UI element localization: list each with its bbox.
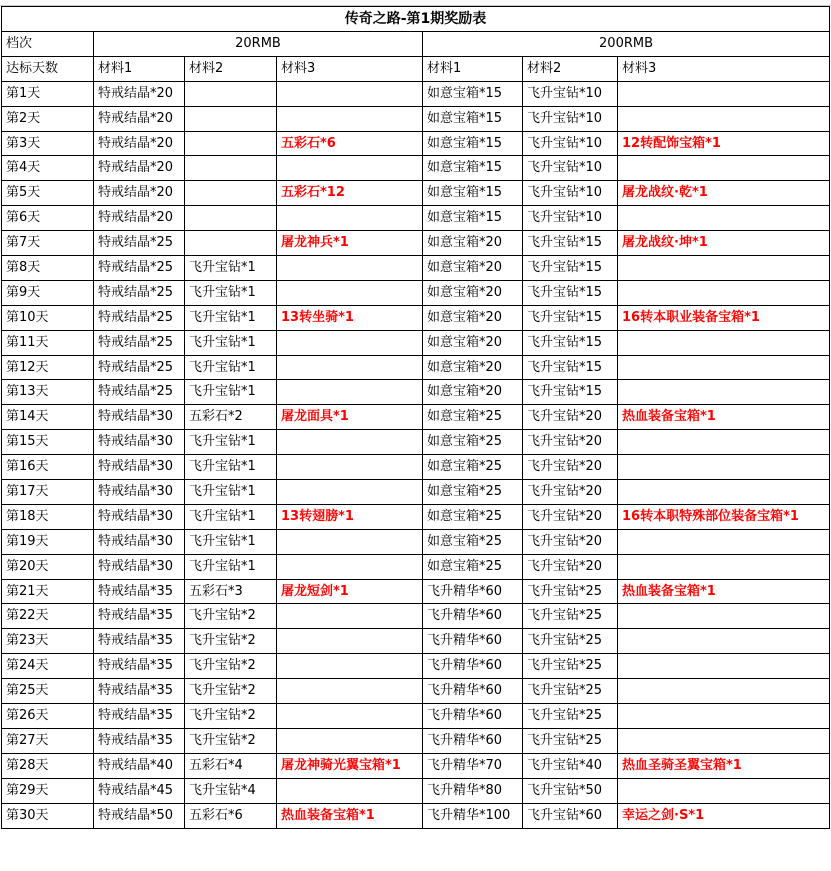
day-cell[interactable]: 第8天: [2, 256, 94, 281]
reward-cell[interactable]: 特戒结晶*25: [94, 231, 185, 256]
reward-cell[interactable]: 特戒结晶*20: [94, 81, 185, 106]
reward-cell[interactable]: [618, 455, 830, 480]
day-cell[interactable]: 第5天: [2, 181, 94, 206]
reward-cell[interactable]: 如意宝箱*15: [423, 81, 523, 106]
table-title[interactable]: 传奇之路-第1期奖励表: [2, 7, 830, 32]
table-row: [2, 206, 830, 231]
reward-cell[interactable]: 飞升宝钻*2: [185, 654, 277, 679]
reward-cell[interactable]: 特戒结晶*35: [94, 679, 185, 704]
reward-cell[interactable]: 特戒结晶*25: [94, 330, 185, 355]
reward-cell[interactable]: 特戒结晶*35: [94, 654, 185, 679]
reward-cell[interactable]: [618, 330, 830, 355]
table-row: [2, 305, 830, 330]
reward-cell[interactable]: 特戒结晶*35: [94, 629, 185, 654]
reward-cell[interactable]: [185, 131, 277, 156]
reward-cell[interactable]: 飞升宝钻*15: [523, 305, 618, 330]
day-cell[interactable]: 第30天: [2, 803, 94, 828]
day-cell[interactable]: 第21天: [2, 579, 94, 604]
table-row: [2, 380, 830, 405]
reward-cell[interactable]: 特戒结晶*30: [94, 430, 185, 455]
reward-cell[interactable]: 特戒结晶*25: [94, 305, 185, 330]
reward-cell[interactable]: 特戒结晶*20: [94, 181, 185, 206]
reward-cell[interactable]: [277, 604, 423, 629]
reward-cell[interactable]: [618, 704, 830, 729]
reward-cell[interactable]: [618, 654, 830, 679]
reward-cell[interactable]: 飞升宝钻*1: [185, 529, 277, 554]
reward-cell[interactable]: 飞升宝钻*10: [523, 206, 618, 231]
reward-cell[interactable]: 飞升宝钻*10: [523, 156, 618, 181]
reward-cell[interactable]: [277, 430, 423, 455]
table-row: [2, 81, 830, 106]
reward-cell[interactable]: 如意宝箱*15: [423, 206, 523, 231]
reward-cell[interactable]: 如意宝箱*15: [423, 156, 523, 181]
reward-cell[interactable]: 特戒结晶*25: [94, 280, 185, 305]
reward-cell[interactable]: 特戒结晶*25: [94, 380, 185, 405]
reward-cell[interactable]: 飞升宝钻*25: [523, 579, 618, 604]
reward-cell[interactable]: 特戒结晶*30: [94, 455, 185, 480]
day-cell[interactable]: 第6天: [2, 206, 94, 231]
reward-cell[interactable]: [277, 81, 423, 106]
day-cell[interactable]: 第7天: [2, 231, 94, 256]
reward-cell[interactable]: [618, 629, 830, 654]
reward-cell[interactable]: 如意宝箱*20: [423, 355, 523, 380]
reward-cell[interactable]: 飞升精华*60: [423, 604, 523, 629]
reward-cell[interactable]: 飞升宝钻*60: [523, 803, 618, 828]
reward-cell[interactable]: [618, 81, 830, 106]
reward-cell[interactable]: [618, 529, 830, 554]
table-row: [2, 753, 830, 778]
table-row: [2, 679, 830, 704]
day-cell[interactable]: 第1天: [2, 81, 94, 106]
table-row: [2, 355, 830, 380]
tier-label-cell[interactable]: 档次: [2, 32, 94, 57]
table-row: [2, 455, 830, 480]
table-row: [2, 256, 830, 281]
reward-cell[interactable]: 屠龙战纹·坤*1: [618, 231, 830, 256]
reward-cell[interactable]: 屠龙战纹·乾*1: [618, 181, 830, 206]
reward-cell[interactable]: 如意宝箱*25: [423, 504, 523, 529]
reward-cell[interactable]: [185, 181, 277, 206]
reward-cell[interactable]: 飞升宝钻*10: [523, 131, 618, 156]
reward-cell[interactable]: 五彩石*12: [277, 181, 423, 206]
reward-cell[interactable]: 特戒结晶*20: [94, 156, 185, 181]
reward-cell[interactable]: 飞升宝钻*25: [523, 604, 618, 629]
reward-cell[interactable]: 飞升宝钻*1: [185, 280, 277, 305]
reward-cell[interactable]: [618, 430, 830, 455]
reward-cell[interactable]: 如意宝箱*20: [423, 330, 523, 355]
day-cell[interactable]: 第11天: [2, 330, 94, 355]
table-row: [2, 106, 830, 131]
reward-cell[interactable]: 13转翅膀*1: [277, 504, 423, 529]
day-cell[interactable]: 第29天: [2, 778, 94, 803]
day-cell[interactable]: 第20天: [2, 554, 94, 579]
reward-cell[interactable]: 飞升宝钻*1: [185, 256, 277, 281]
table-row: [2, 803, 830, 828]
reward-cell[interactable]: 飞升宝钻*2: [185, 629, 277, 654]
reward-cell[interactable]: 屠龙短剑*1: [277, 579, 423, 604]
reward-cell[interactable]: 如意宝箱*20: [423, 380, 523, 405]
reward-cell[interactable]: [277, 654, 423, 679]
reward-cell[interactable]: 飞升宝钻*20: [523, 529, 618, 554]
reward-cell[interactable]: [185, 206, 277, 231]
day-cell[interactable]: 第10天: [2, 305, 94, 330]
reward-cell[interactable]: 屠龙面具*1: [277, 405, 423, 430]
col-header-cell[interactable]: 材料1: [423, 56, 523, 81]
table-row: [2, 156, 830, 181]
reward-cell[interactable]: 飞升宝钻*25: [523, 679, 618, 704]
reward-cell[interactable]: 如意宝箱*15: [423, 181, 523, 206]
reward-cell[interactable]: [277, 704, 423, 729]
reward-cell[interactable]: 飞升宝钻*15: [523, 256, 618, 281]
col-header-cell[interactable]: 材料3: [618, 56, 830, 81]
reward-cell[interactable]: [618, 156, 830, 181]
reward-cell[interactable]: 幸运之剑·S*1: [618, 803, 830, 828]
day-cell[interactable]: 第13天: [2, 380, 94, 405]
table-row: [2, 504, 830, 529]
reward-cell[interactable]: 五彩石*2: [185, 405, 277, 430]
reward-cell[interactable]: 飞升精华*60: [423, 629, 523, 654]
reward-cell[interactable]: 飞升精华*60: [423, 579, 523, 604]
day-cell[interactable]: 第2天: [2, 106, 94, 131]
reward-cell[interactable]: 如意宝箱*20: [423, 231, 523, 256]
reward-cell[interactable]: [618, 380, 830, 405]
tier-200rmb-header[interactable]: 200RMB: [423, 32, 830, 57]
reward-cell[interactable]: 飞升宝钻*25: [523, 629, 618, 654]
reward-cell[interactable]: 特戒结晶*20: [94, 131, 185, 156]
reward-cell[interactable]: 特戒结晶*45: [94, 778, 185, 803]
reward-cell[interactable]: 如意宝箱*25: [423, 554, 523, 579]
table-row: [2, 704, 830, 729]
reward-cell[interactable]: 特戒结晶*35: [94, 579, 185, 604]
table-row: [2, 604, 830, 629]
reward-cell[interactable]: 飞升宝钻*1: [185, 554, 277, 579]
reward-cell[interactable]: [277, 330, 423, 355]
reward-cell[interactable]: 飞升宝钻*40: [523, 753, 618, 778]
reward-cell[interactable]: 飞升宝钻*20: [523, 430, 618, 455]
reward-cell[interactable]: 如意宝箱*25: [423, 455, 523, 480]
reward-cell[interactable]: 16转本职业装备宝箱*1: [618, 305, 830, 330]
reward-cell[interactable]: 屠龙神骑光翼宝箱*1: [277, 753, 423, 778]
table-row: [2, 131, 830, 156]
reward-cell[interactable]: 特戒结晶*30: [94, 554, 185, 579]
reward-cell[interactable]: 飞升宝钻*1: [185, 380, 277, 405]
reward-cell[interactable]: 特戒结晶*30: [94, 480, 185, 505]
reward-cell[interactable]: 飞升精华*60: [423, 704, 523, 729]
reward-cell[interactable]: [618, 280, 830, 305]
reward-cell[interactable]: 飞升宝钻*1: [185, 355, 277, 380]
reward-cell[interactable]: [277, 106, 423, 131]
reward-cell[interactable]: 飞升精华*100: [423, 803, 523, 828]
reward-cell[interactable]: 特戒结晶*20: [94, 206, 185, 231]
reward-cell[interactable]: [277, 206, 423, 231]
table-row: [2, 480, 830, 505]
day-cell[interactable]: 第9天: [2, 280, 94, 305]
reward-cell[interactable]: [618, 728, 830, 753]
day-cell[interactable]: 第18天: [2, 504, 94, 529]
reward-cell[interactable]: 如意宝箱*20: [423, 280, 523, 305]
reward-cell[interactable]: 飞升宝钻*1: [185, 305, 277, 330]
reward-cell[interactable]: [277, 629, 423, 654]
table-row: [2, 728, 830, 753]
col-header-cell[interactable]: 材料2: [185, 56, 277, 81]
reward-cell[interactable]: 飞升宝钻*25: [523, 704, 618, 729]
table-row: [2, 554, 830, 579]
day-cell[interactable]: 第24天: [2, 654, 94, 679]
table-row: [2, 778, 830, 803]
reward-cell[interactable]: 飞升宝钻*10: [523, 181, 618, 206]
reward-cell[interactable]: [185, 156, 277, 181]
reward-cell[interactable]: 如意宝箱*15: [423, 106, 523, 131]
days-label-cell[interactable]: 达标天数: [2, 56, 94, 81]
reward-cell[interactable]: 如意宝箱*25: [423, 480, 523, 505]
reward-cell[interactable]: 飞升宝钻*20: [523, 455, 618, 480]
reward-cell[interactable]: 特戒结晶*25: [94, 256, 185, 281]
reward-cell[interactable]: 如意宝箱*25: [423, 405, 523, 430]
table-row: [2, 529, 830, 554]
reward-cell[interactable]: [618, 604, 830, 629]
reward-cell[interactable]: 飞升宝钻*25: [523, 654, 618, 679]
reward-cell[interactable]: 飞升精华*80: [423, 778, 523, 803]
reward-cell[interactable]: 飞升宝钻*2: [185, 604, 277, 629]
reward-cell[interactable]: 五彩石*6: [277, 131, 423, 156]
reward-cell[interactable]: [277, 256, 423, 281]
day-cell[interactable]: 第4天: [2, 156, 94, 181]
reward-cell[interactable]: 特戒结晶*35: [94, 728, 185, 753]
reward-cell[interactable]: 如意宝箱*20: [423, 256, 523, 281]
reward-cell[interactable]: [618, 206, 830, 231]
reward-cell[interactable]: 飞升宝钻*15: [523, 355, 618, 380]
col-header-cell[interactable]: 材料2: [523, 56, 618, 81]
reward-cell[interactable]: 如意宝箱*25: [423, 529, 523, 554]
reward-cell[interactable]: 五彩石*3: [185, 579, 277, 604]
reward-cell[interactable]: [277, 455, 423, 480]
reward-cell[interactable]: [185, 81, 277, 106]
reward-cell[interactable]: 飞升宝钻*1: [185, 504, 277, 529]
reward-cell[interactable]: 特戒结晶*35: [94, 704, 185, 729]
reward-cell[interactable]: 如意宝箱*15: [423, 131, 523, 156]
reward-cell[interactable]: 特戒结晶*35: [94, 604, 185, 629]
reward-cell[interactable]: [618, 778, 830, 803]
day-cell[interactable]: 第25天: [2, 679, 94, 704]
reward-cell[interactable]: 特戒结晶*30: [94, 504, 185, 529]
day-cell[interactable]: 第3天: [2, 131, 94, 156]
reward-cell[interactable]: 飞升宝钻*50: [523, 778, 618, 803]
reward-cell[interactable]: [618, 256, 830, 281]
reward-cell[interactable]: 16转本职特殊部位装备宝箱*1: [618, 504, 830, 529]
reward-cell[interactable]: 特戒结晶*30: [94, 405, 185, 430]
tier-20rmb-header[interactable]: 20RMB: [94, 32, 423, 57]
reward-cell[interactable]: 如意宝箱*25: [423, 430, 523, 455]
table-row: [2, 654, 830, 679]
reward-cell[interactable]: 飞升精华*60: [423, 654, 523, 679]
reward-cell[interactable]: 飞升精华*60: [423, 728, 523, 753]
day-cell[interactable]: 第23天: [2, 629, 94, 654]
day-cell[interactable]: 第17天: [2, 480, 94, 505]
day-cell[interactable]: 第28天: [2, 753, 94, 778]
reward-cell[interactable]: [618, 106, 830, 131]
reward-cell[interactable]: [277, 355, 423, 380]
day-cell[interactable]: 第22天: [2, 604, 94, 629]
reward-cell[interactable]: [185, 231, 277, 256]
reward-table: [1, 6, 830, 829]
reward-cell[interactable]: 飞升宝钻*1: [185, 455, 277, 480]
reward-cell[interactable]: 飞升宝钻*20: [523, 405, 618, 430]
reward-cell[interactable]: [185, 106, 277, 131]
reward-cell[interactable]: 特戒结晶*50: [94, 803, 185, 828]
reward-cell[interactable]: 飞升宝钻*2: [185, 704, 277, 729]
reward-cell[interactable]: 飞升宝钻*10: [523, 81, 618, 106]
reward-cell[interactable]: 飞升宝钻*20: [523, 504, 618, 529]
day-cell[interactable]: 第14天: [2, 405, 94, 430]
col-header-cell[interactable]: 材料1: [94, 56, 185, 81]
reward-cell[interactable]: 飞升宝钻*4: [185, 778, 277, 803]
reward-cell[interactable]: 飞升宝钻*15: [523, 280, 618, 305]
reward-cell[interactable]: [277, 679, 423, 704]
reward-cell[interactable]: 热血装备宝箱*1: [618, 405, 830, 430]
reward-cell[interactable]: 五彩石*4: [185, 753, 277, 778]
table-row: [2, 430, 830, 455]
reward-cell[interactable]: 屠龙神兵*1: [277, 231, 423, 256]
day-cell[interactable]: 第19天: [2, 529, 94, 554]
day-cell[interactable]: 第12天: [2, 355, 94, 380]
table-row: [2, 181, 830, 206]
reward-cell[interactable]: 飞升宝钻*15: [523, 330, 618, 355]
day-cell[interactable]: 第15天: [2, 430, 94, 455]
reward-cell[interactable]: 飞升宝钻*10: [523, 106, 618, 131]
tier-header-row: [2, 32, 830, 57]
day-cell[interactable]: 第27天: [2, 728, 94, 753]
reward-cell[interactable]: [277, 380, 423, 405]
reward-cell[interactable]: 飞升宝钻*25: [523, 728, 618, 753]
reward-cell[interactable]: [277, 728, 423, 753]
reward-cell[interactable]: 热血圣骑圣翼宝箱*1: [618, 753, 830, 778]
reward-cell[interactable]: [618, 480, 830, 505]
reward-cell[interactable]: 特戒结晶*20: [94, 106, 185, 131]
reward-cell[interactable]: [277, 480, 423, 505]
title-row: [2, 7, 830, 32]
table-row: [2, 405, 830, 430]
reward-cell[interactable]: 飞升精华*60: [423, 679, 523, 704]
reward-cell[interactable]: 飞升精华*70: [423, 753, 523, 778]
reward-cell[interactable]: 飞升宝钻*20: [523, 480, 618, 505]
reward-cell[interactable]: [277, 156, 423, 181]
day-cell[interactable]: 第26天: [2, 704, 94, 729]
reward-cell[interactable]: [618, 554, 830, 579]
reward-cell[interactable]: [277, 280, 423, 305]
reward-cell[interactable]: [618, 679, 830, 704]
reward-cell[interactable]: 13转坐骑*1: [277, 305, 423, 330]
reward-cell[interactable]: 如意宝箱*20: [423, 305, 523, 330]
reward-cell[interactable]: 12转配饰宝箱*1: [618, 131, 830, 156]
reward-cell[interactable]: 特戒结晶*25: [94, 355, 185, 380]
day-cell[interactable]: 第16天: [2, 455, 94, 480]
table-row: [2, 579, 830, 604]
reward-cell[interactable]: 飞升宝钻*15: [523, 231, 618, 256]
table-row: [2, 280, 830, 305]
reward-cell[interactable]: 热血装备宝箱*1: [618, 579, 830, 604]
col-header-cell[interactable]: 材料3: [277, 56, 423, 81]
reward-cell[interactable]: 特戒结晶*30: [94, 529, 185, 554]
reward-cell[interactable]: 飞升宝钻*1: [185, 480, 277, 505]
reward-cell[interactable]: [277, 554, 423, 579]
reward-cell[interactable]: [618, 355, 830, 380]
reward-cell[interactable]: 飞升宝钻*20: [523, 554, 618, 579]
reward-cell[interactable]: 特戒结晶*40: [94, 753, 185, 778]
reward-cell[interactable]: 飞升宝钻*15: [523, 380, 618, 405]
reward-cell[interactable]: [277, 778, 423, 803]
table-row: [2, 629, 830, 654]
table-row: [2, 330, 830, 355]
reward-cell[interactable]: 飞升宝钻*2: [185, 728, 277, 753]
table-row: [2, 231, 830, 256]
reward-cell[interactable]: 飞升宝钻*2: [185, 679, 277, 704]
material-header-row: [2, 56, 830, 81]
reward-cell[interactable]: 五彩石*6: [185, 803, 277, 828]
reward-cell[interactable]: 热血装备宝箱*1: [277, 803, 423, 828]
reward-cell[interactable]: 飞升宝钻*1: [185, 430, 277, 455]
reward-cell[interactable]: [277, 529, 423, 554]
reward-cell[interactable]: 飞升宝钻*1: [185, 330, 277, 355]
